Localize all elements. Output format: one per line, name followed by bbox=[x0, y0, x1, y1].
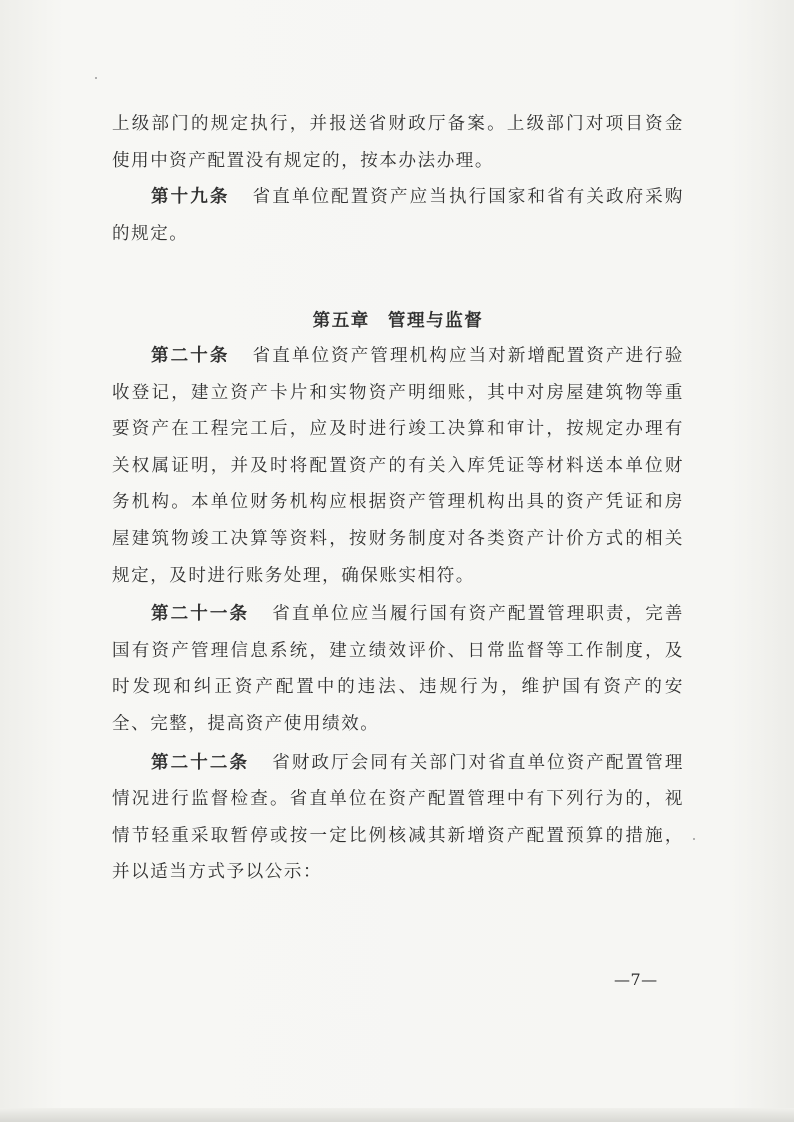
article-22-text: 省财政厅会同有关部门对省直单位资产配置管理情况进行监督检查。省直单位在资产配置管理中有下列行为的，视情节轻重采取暂停或按一定比例核减其新增资产配置预算的措施，并以适当方式予以公示： bbox=[112, 752, 685, 883]
article-20-heading: 第二十条 bbox=[151, 346, 230, 366]
chapter-heading bbox=[112, 307, 684, 332]
text-section-top bbox=[112, 106, 684, 252]
paragraph-continuation bbox=[112, 106, 684, 179]
scan-speck bbox=[95, 77, 97, 79]
page-bottom-edge bbox=[0, 1108, 794, 1122]
paragraph-text: 上级部门的规定执行，并报送省财政厅备案。上级部门对项目资金使用中资产配置没有规定的，按本办法办理。 bbox=[112, 114, 684, 171]
article-22 bbox=[112, 745, 684, 891]
scan-speck bbox=[693, 838, 695, 840]
article-21-heading: 第二十一条 bbox=[151, 604, 250, 625]
article-21-text: 省直单位应当履行国有资产配置管理职责，完善国有资产管理信息系统，建立绩效评价、日常监督等工作制度，及时发现和纠正资产配置中的违法、违规行为，维护国有资产的安全、完整，提高资产使用绩效。 bbox=[112, 604, 685, 734]
article-20 bbox=[112, 338, 684, 594]
article-19-heading: 第十九条 bbox=[151, 187, 230, 208]
article-19 bbox=[112, 179, 684, 252]
article-22-heading: 第二十二条 bbox=[151, 752, 250, 773]
page-number: —7— bbox=[614, 970, 658, 989]
chapter-number: 第五章 bbox=[312, 311, 370, 331]
article-21 bbox=[112, 596, 684, 742]
article-20-text: 省直单位资产管理机构应当对新增配置资产进行验收登记，建立资产卡片和实物资产明细账，其中对房屋建筑物等重要资产在工程完工后，应及时进行竣工决算和审计，按规定办理有关权属证明，并及时将配置资产的有关入库凭证等材料送本单位财务机构。本单位财务机构应根据资产管理机构出具的资产凭证和房屋建筑物竣工决算等资料，按财务制度对各类资产计价方式的相关规定，及时进行账务处理，确保账实相符。 bbox=[112, 346, 684, 586]
chapter-title: 管理与监督 bbox=[387, 311, 484, 331]
article-19-text: 省直单位配置资产应当执行国家和省有关政府采购的规定。 bbox=[112, 187, 684, 244]
text-section-bottom bbox=[112, 338, 684, 891]
